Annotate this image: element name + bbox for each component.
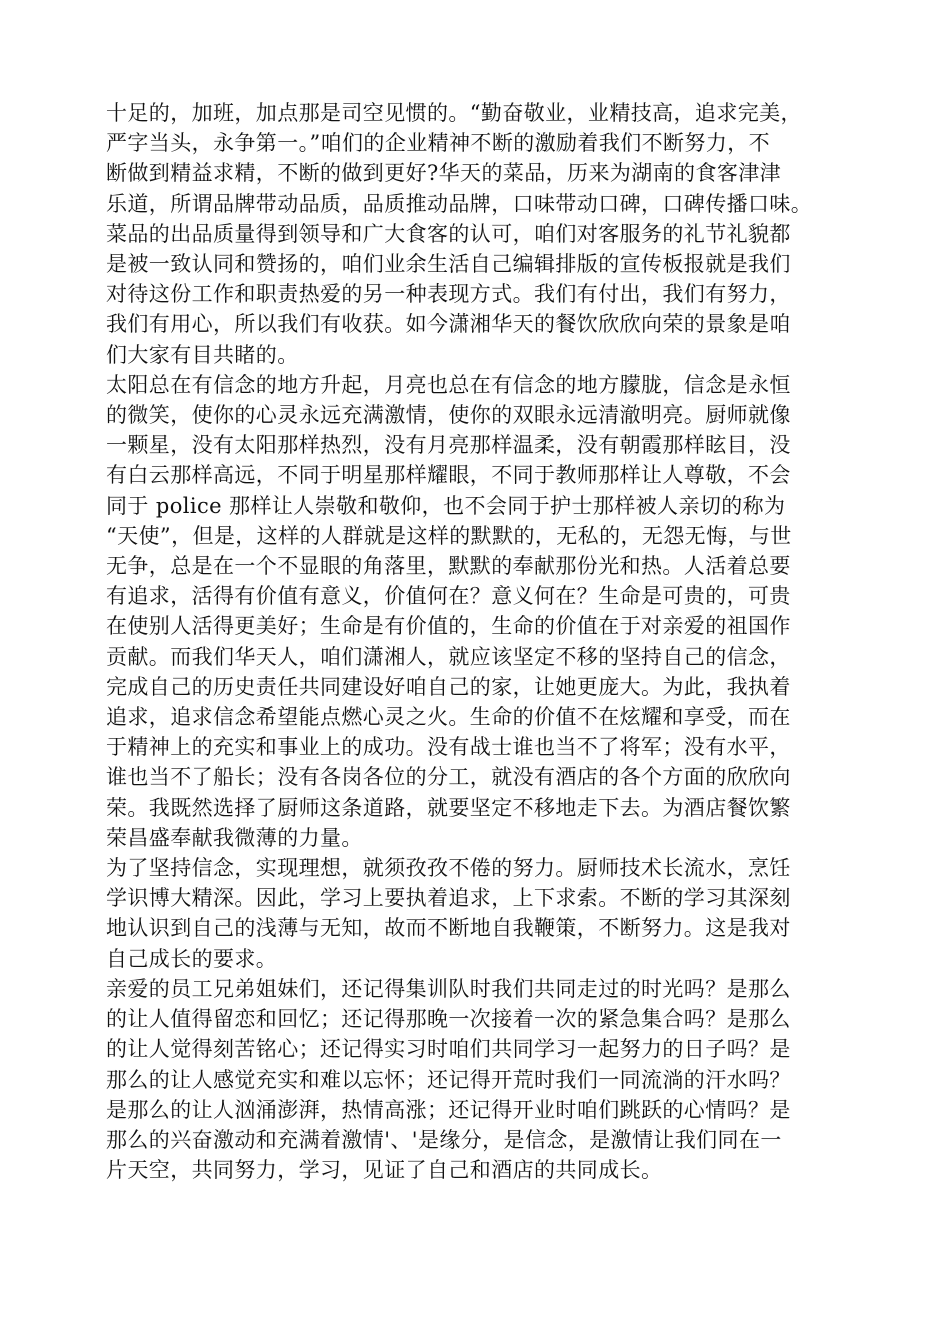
text-line: 片天空，共同努力，学习，见证了自己和酒店的共同成长。 (106, 1158, 663, 1183)
text-line: 断做到精益求精，不断的做到更好?华天的菜品，历来为湖南的食客津津 (106, 161, 782, 186)
text-line: 们大家有目共睹的。 (106, 342, 299, 367)
text-line: 那么的兴奋激动和充满着激情'、'是缘分，是信念，是激情让我们同在一 (106, 1127, 782, 1152)
text-line: 学识博大精深。因此，学习上要执着追求，上下求索。不断的学习其深刻 (106, 886, 791, 911)
paragraph-4 (106, 974, 866, 1185)
text-line: 亲爱的员工兄弟姐妹们，还记得集训队时我们共同走过的时光吗？是那么 (106, 976, 791, 1001)
text-line: 于精神上的充实和事业上的成功。没有战士谁也当不了将军；没有水平， (106, 735, 791, 760)
text-line: 是那么的让人汹涌澎湃，热情高涨；还记得开业时咱们跳跃的心情吗？是 (106, 1097, 791, 1122)
text-line: 的让人值得留恋和回忆；还记得那晚一次接着一次的紧急集合吗？是那么 (106, 1007, 791, 1032)
text-line: 一颗星，没有太阳那样热烈，没有月亮那样温柔，没有朝霞那样眩目，没 (106, 433, 791, 458)
text-line: 荣。我既然选择了厨师这条道路，就要坚定不移地走下去。为酒店餐饮繁 (106, 795, 791, 820)
text-line: 自己成长的要求。 (106, 946, 278, 971)
text-line: 我们有用心，所以我们有收获。如今潇湘华天的餐饮欣欣向荣的景象是咱 (106, 312, 791, 337)
paragraph-3 (106, 853, 866, 974)
text-line: 有白云那样高远，不同于明星那样耀眼，不同于教师那样让人尊敬，不会 (106, 463, 791, 488)
text-line: 是被一致认同和赞扬的，咱们业余生活自己编辑排版的宣传板报就是我们 (106, 252, 791, 277)
text-line: 的让人觉得刻苦铭心；还记得实习时咱们共同学习一起努力的日子吗？是 (106, 1037, 791, 1062)
text-line: 完成自己的历史责任共同建设好咱自己的家，让她更庞大。为此，我执着 (106, 674, 791, 699)
text-line: 为了坚持信念，实现理想，就须孜孜不倦的努力。厨师技术长流水，烹饪 (106, 856, 791, 881)
text-line: 地认识到自己的浅薄与无知，故而不断地自我鞭策，不断努力。这是我对 (106, 916, 791, 941)
text-line: 荣昌盛奉献我微薄的力量。 (106, 825, 363, 850)
document-body (106, 98, 866, 1185)
text-line: 在使别人活得更美好；生命是有价值的，生命的价值在于对亲爱的祖国作 (106, 614, 791, 639)
text-line: 同于 police 那样让人崇敬和敬仰，也不会同于护士那样被人亲切的称为 (106, 493, 786, 518)
text-line: 的微笑，使你的心灵永远充满激情，使你的双眼永远清澈明亮。厨师就像 (106, 403, 791, 428)
text-line: 菜品的出品质量得到领导和广大食客的认可，咱们对客服务的礼节礼貌都 (106, 221, 791, 246)
text-line: 那么的让人感觉充实和难以忘怀；还记得开荒时我们一同流淌的汗水吗？ (106, 1067, 791, 1092)
text-line: 对待这份工作和职责热爱的另一种表现方式。我们有付出，我们有努力， (106, 282, 791, 307)
text-line: “天使”，但是，这样的人群就是这样的默默的，无私的，无怨无悔，与世 (106, 523, 792, 548)
text-line: 无争，总是在一个不显眼的角落里，默默的奉献那份光和热。人活着总要 (106, 554, 791, 579)
text-line: 严字当头，永争第一。”咱们的企业精神不断的激励着我们不断努力，不 (106, 131, 771, 156)
text-line: 贡献。而我们华天人，咱们潇湘人，就应该坚定不移的坚持自己的信念， (106, 644, 791, 669)
text-line: 追求，追求信念希望能点燃心灵之火。生命的价值不在炫耀和享受，而在 (106, 705, 791, 730)
text-line: 有追求，活得有价值有意义，价值何在？意义何在？生命是可贵的，可贵 (106, 584, 791, 609)
text-line: 谁也当不了船长；没有各岗各位的分工，就没有酒店的各个方面的欣欣向 (106, 765, 791, 790)
text-line: 十足的，加班，加点那是司空见惯的。“勤奋敬业，业精技高，追求完美， (106, 101, 802, 125)
text-line: 乐道，所谓品牌带动品质，品质推动品牌，口味带动口碑，口碑传播口味。 (106, 191, 813, 216)
paragraph-2 (106, 370, 866, 853)
paragraph-1 (106, 98, 866, 370)
text-line: 太阳总在有信念的地方升起，月亮也总在有信念的地方朦胧，信念是永恒 (106, 372, 791, 397)
